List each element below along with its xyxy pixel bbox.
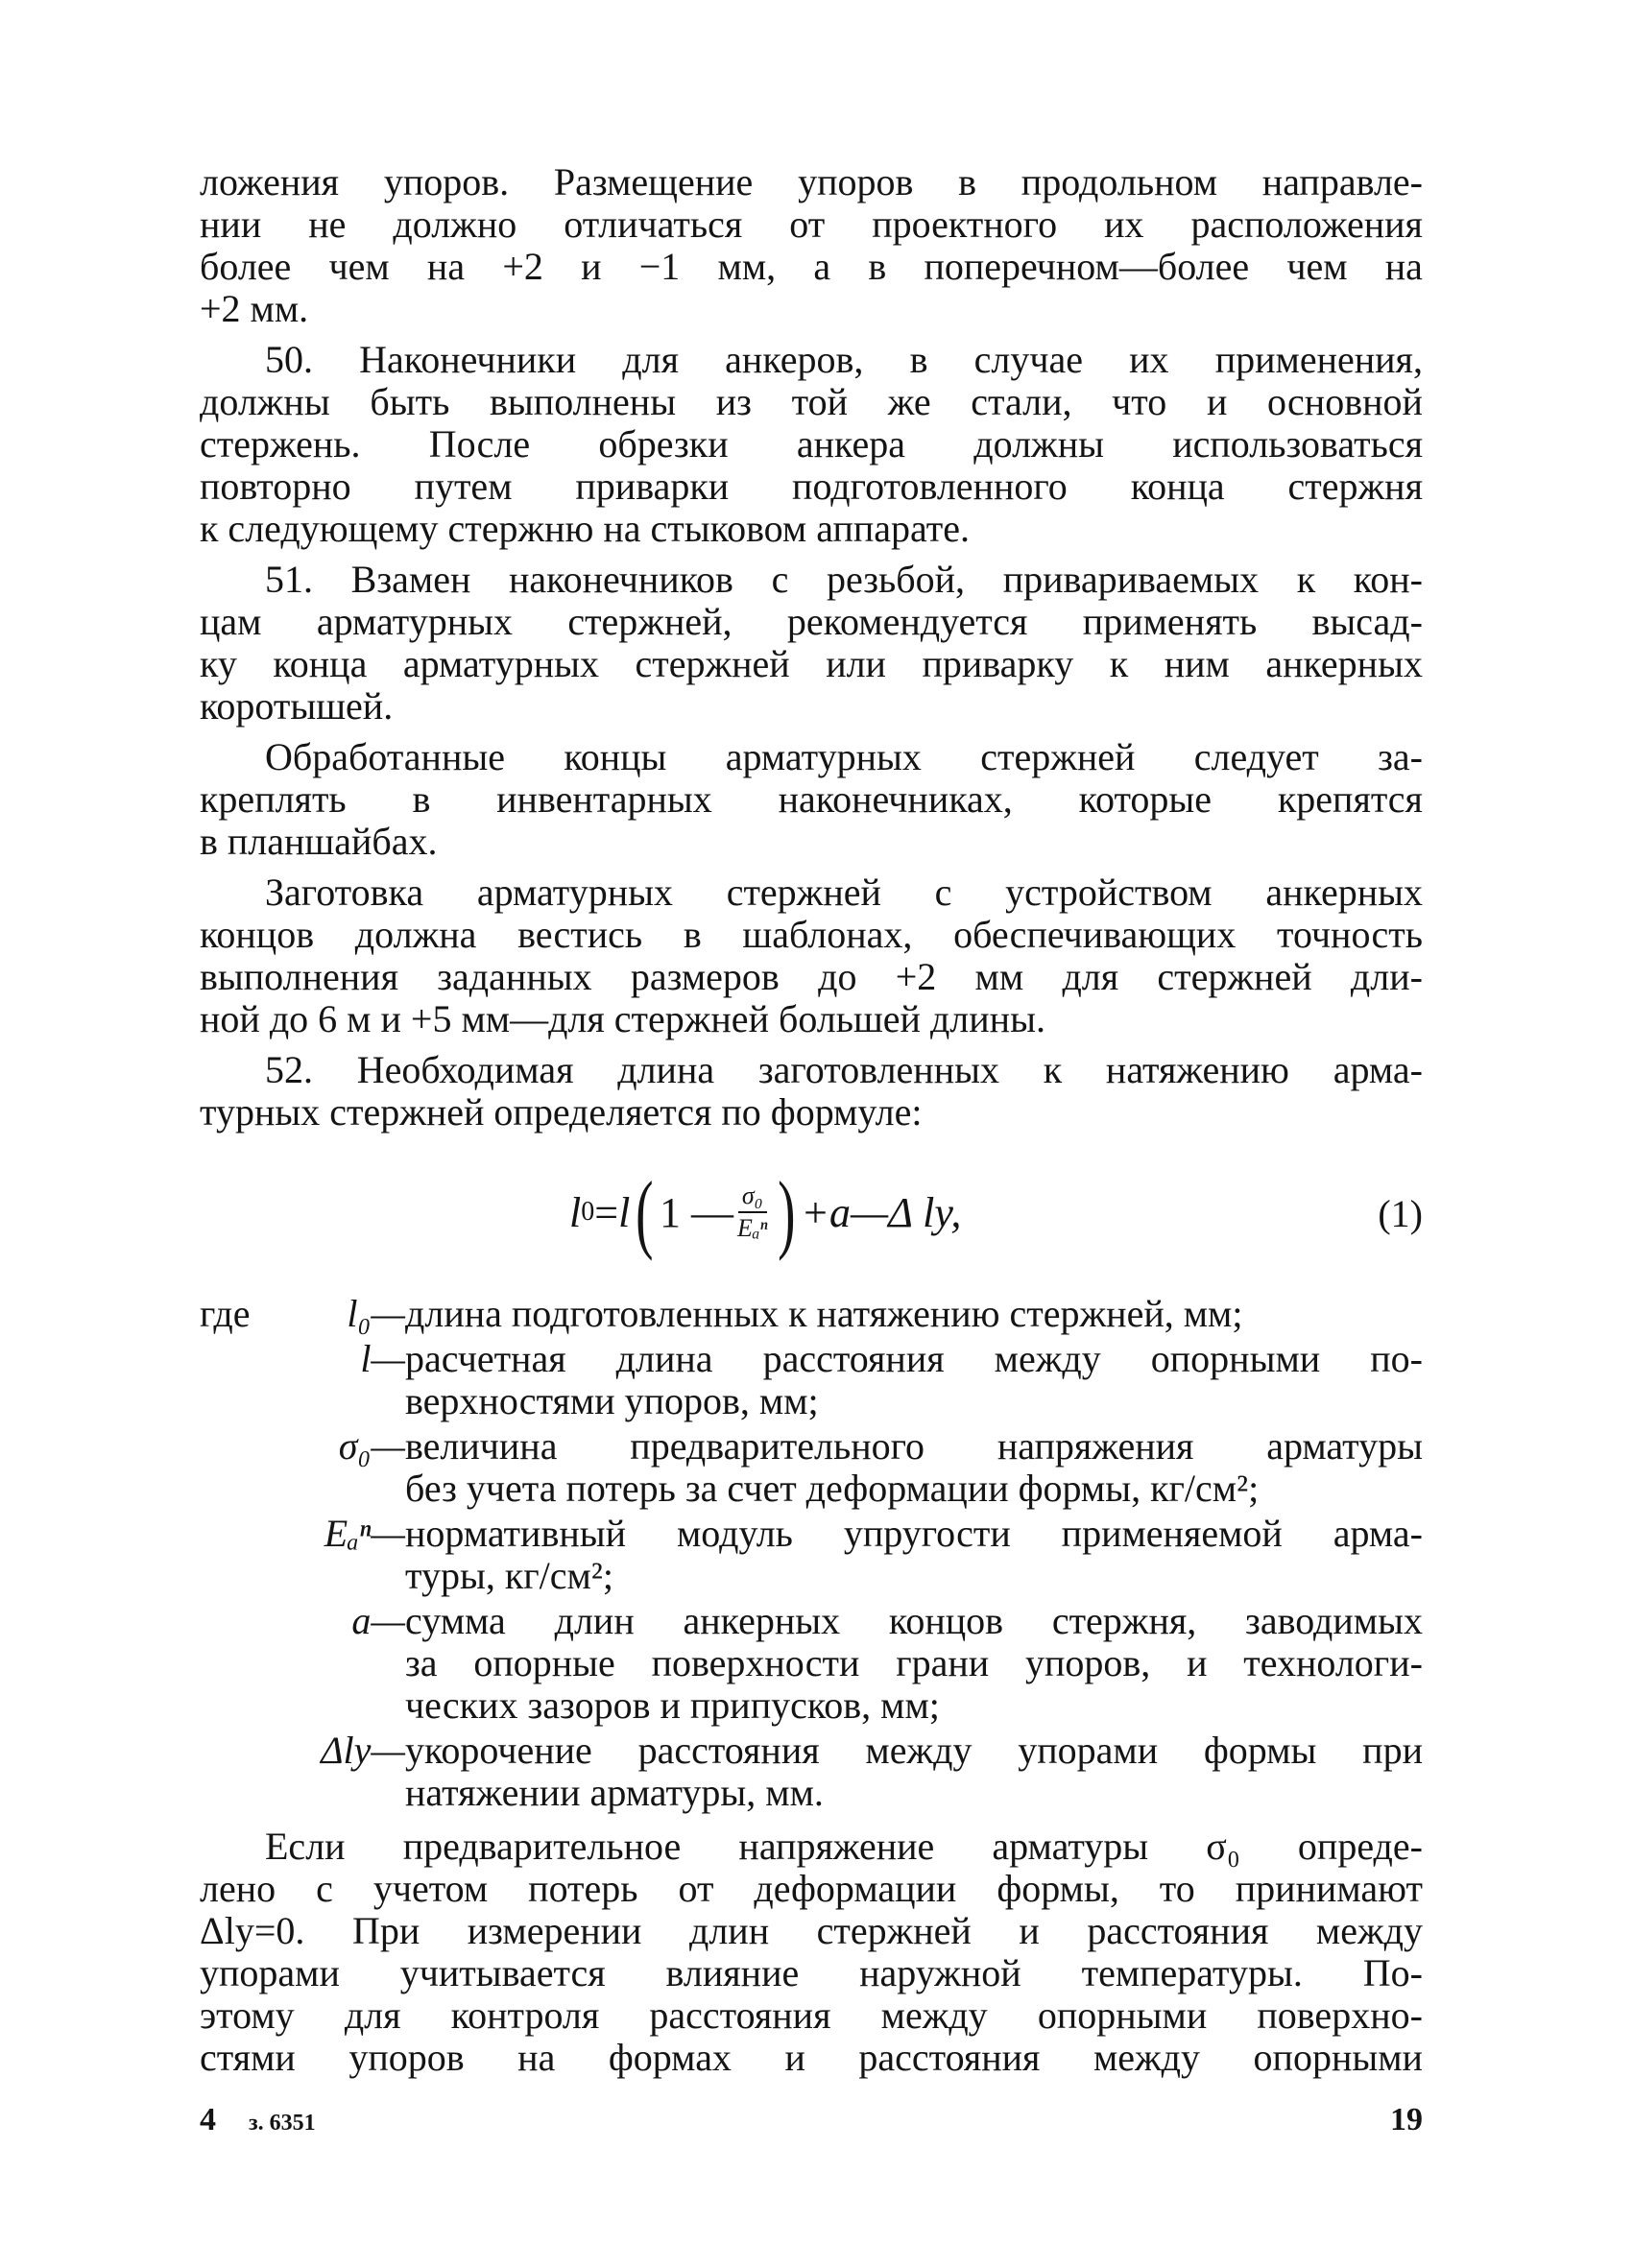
- where-label: где: [200, 1292, 251, 1335]
- paragraph: [200, 559, 1423, 728]
- text-line: нормативный модуль упругости применяемой арма-: [405, 1513, 1423, 1555]
- text-line: укорочение расстояния между упорами формы при: [405, 1730, 1423, 1772]
- text-line: Заготовка арматурных стержней с устройством анкерных: [265, 871, 1423, 914]
- page-number: 19: [1390, 2102, 1423, 2137]
- text-line: лено с учетом потерь от деформации формы, то принимают: [200, 1868, 1423, 1910]
- text-line: в планшайбах.: [200, 821, 438, 863]
- definition-symbol: l—: [360, 1337, 405, 1380]
- closing-paragraph: [200, 1826, 1423, 2079]
- definition-text: [405, 1425, 1423, 1510]
- text-line: Обработанные концы арматурных стержней следует за-: [265, 736, 1423, 778]
- text-line: выполнения заданных размеров до +2 мм для стержней дли-: [200, 956, 1423, 998]
- text-line: упорами учитывается влияние наружной температуры. По-: [200, 1952, 1423, 1994]
- page-footer: [200, 2102, 1423, 2148]
- text-line: концов должна вестись в шаблонах, обеспечивающих точность: [200, 914, 1423, 956]
- text-line: коротышей.: [200, 685, 394, 728]
- text-line: без учета потерь за счет деформации формы, кг/см²;: [405, 1468, 1260, 1510]
- text-line: турных стержней определяется по формуле:: [200, 1091, 923, 1134]
- text-line: сумма длин анкерных концов стержня, заводимых: [405, 1600, 1423, 1642]
- text-line: натяжении арматуры, мм.: [405, 1772, 824, 1814]
- signature-mark: [200, 2102, 316, 2138]
- text-line: более чем на +2 и −1 мм, а в поперечном—более чем на: [200, 246, 1423, 288]
- paragraph: [200, 339, 1423, 550]
- definition-text: [405, 1513, 1423, 1597]
- paragraph: [200, 736, 1423, 863]
- text-line: длина подготовленных к натяжению стержней, мм;: [405, 1293, 1243, 1335]
- formula-number: (1): [1378, 1192, 1423, 1235]
- formula-lhs: l: [569, 1188, 582, 1236]
- definition-item: [200, 1600, 1423, 1727]
- text-line: Если предварительное напряжение арматуры σ₀ опреде-: [265, 1826, 1423, 1868]
- text-line: +2 мм.: [200, 288, 309, 330]
- formula-lhs-sub: 0: [581, 1197, 595, 1227]
- text-line: этому для контроля расстояния между опорными поверхно-: [200, 1994, 1423, 2037]
- formula: [569, 1164, 961, 1260]
- definition-symbol: l₀—: [347, 1292, 405, 1335]
- formula-numerator: σ₀: [738, 1182, 767, 1213]
- text-line: повторно путем приварки подготовленного конца стержня: [200, 466, 1423, 508]
- definition-list: [200, 1293, 1423, 1817]
- text-line: 50. Наконечники для анкеров, в случае их применения,: [265, 339, 1423, 381]
- text-line: креплять в инвентарных наконечниках, которые крепятся: [200, 778, 1423, 821]
- body-text: [200, 161, 1423, 2079]
- text-line: ку конца арматурных стержней или приварку к ним анкерных: [200, 643, 1423, 685]
- definition-text: [405, 1600, 1423, 1727]
- definition-item: [200, 1513, 1423, 1597]
- text-line: к следующему стержню на стыковом аппарате.: [200, 508, 970, 550]
- definition-item: [200, 1425, 1423, 1510]
- text-line: Δly=0. При измерении длин стержней и расстояния между: [200, 1910, 1423, 1952]
- definition-text: [405, 1338, 1423, 1422]
- signature-code: з. 6351: [249, 2111, 316, 2136]
- definitions: [200, 1293, 1423, 1817]
- text-line: ложения упоров. Размещение упоров в продольном направле-: [200, 161, 1423, 203]
- text-line: нии не должно отличаться от проектного их расположения: [200, 203, 1423, 246]
- formula-open-paren: (: [636, 1163, 654, 1261]
- formula-eq: =: [594, 1188, 619, 1236]
- definition-item: [200, 1338, 1423, 1422]
- text-line: расчетная длина расстояния между опорными по-: [405, 1338, 1423, 1380]
- definition-item: [200, 1730, 1423, 1814]
- definition-symbol: Δly—: [321, 1729, 405, 1772]
- text-line: цам арматурных стержней, рекомендуется применять высад-: [200, 601, 1423, 643]
- formula-l: l: [618, 1188, 631, 1236]
- formula-denominator: Eₐⁿ: [736, 1214, 768, 1242]
- formula-one-minus: 1 —: [659, 1188, 733, 1236]
- text-line: ческих зазоров и припусков, мм;: [405, 1684, 940, 1727]
- text-line: должны быть выполнены из той же стали, что и основной: [200, 381, 1423, 423]
- signature-number: 4: [200, 2102, 216, 2137]
- definition-item: [200, 1293, 1423, 1335]
- paragraph: [200, 161, 1423, 330]
- text-line: ной до 6 м и +5 мм—для стержней большей длины.: [200, 998, 1045, 1040]
- definition-symbol: Eₐⁿ—: [324, 1512, 405, 1555]
- text-line: стями упоров на формах и расстояния между опорными: [200, 2037, 1423, 2079]
- formula-tail: +a—Δ ly,: [801, 1188, 962, 1236]
- text-line: верхностями упоров, мм;: [405, 1380, 819, 1422]
- paragraphs: [200, 161, 1423, 1134]
- text-line: величина предварительного напряжения арматуры: [405, 1425, 1423, 1468]
- text-line: за опорные поверхности грани упоров, и технологи-: [405, 1642, 1423, 1684]
- definition-symbol: σ₀—: [338, 1424, 405, 1468]
- formula-close-paren: ): [777, 1163, 796, 1261]
- definition-text: [405, 1293, 1423, 1335]
- definition-symbol: a—: [351, 1599, 405, 1642]
- paragraph: [200, 871, 1423, 1040]
- text-line: стержень. После обрезки анкера должны использоваться: [200, 423, 1423, 466]
- definition-text: [405, 1730, 1423, 1814]
- text-line: 51. Взамен наконечников с резьбой, привариваемых к кон-: [265, 559, 1423, 601]
- text-line: туры, кг/см²;: [405, 1555, 613, 1597]
- paragraph: [200, 1049, 1423, 1134]
- formula-block: [200, 1158, 1423, 1274]
- text-line: 52. Необходимая длина заготовленных к натяжению арма-: [265, 1049, 1423, 1091]
- formula-fraction: [737, 1182, 768, 1242]
